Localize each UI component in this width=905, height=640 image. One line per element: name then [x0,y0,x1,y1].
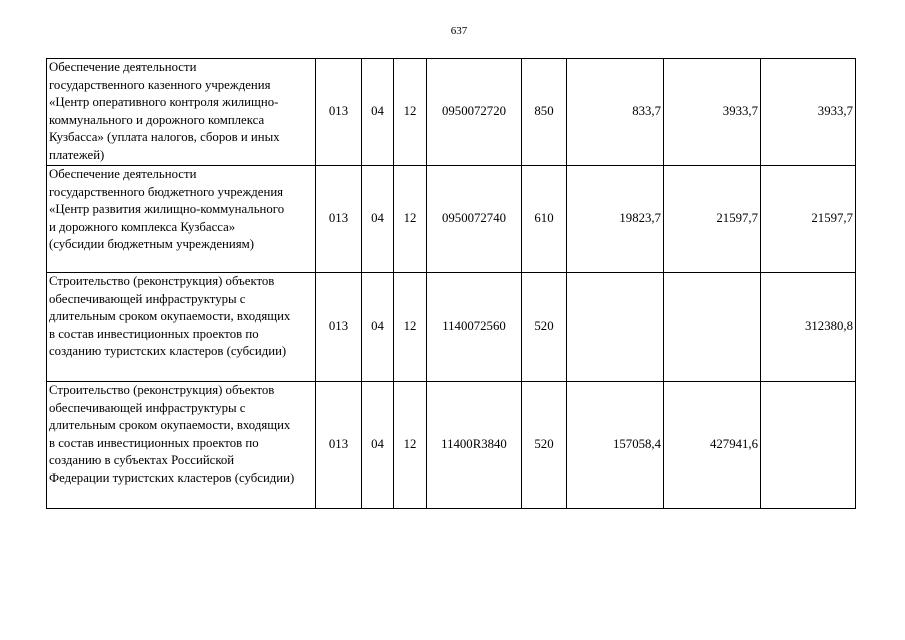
table-row [47,166,856,273]
target-item-cell: 0950072720 [427,59,522,166]
section-cell: 04 [362,59,394,166]
amount-cell: 19823,7 [567,166,664,273]
expense-name-cell [47,382,316,509]
expense-name-line: государственного казенного учреждения [49,77,271,92]
ministry-code-cell: 013 [316,382,362,509]
section-cell: 04 [362,382,394,509]
amount-cell [664,273,761,382]
expense-name-line: обеспечивающей инфраструктуры с [49,400,246,415]
expense-type-cell: 850 [522,59,567,166]
section-cell: 04 [362,273,394,382]
budget-table [46,58,856,509]
section-cell: 04 [362,166,394,273]
subsection-cell: 12 [394,382,427,509]
expense-name-line: «Центр оперативного контроля жилищно- [49,95,279,110]
amount-cell: 157058,4 [567,382,664,509]
expense-name-cell [47,59,316,166]
expense-name-line: созданию туристских кластеров (субсидии) [49,344,287,359]
expense-name-line: длительным сроком окупаемости, входящих [49,418,291,433]
expense-name-line: (субсидии бюджетным учреждениям) [49,237,254,252]
target-item-cell: 1140072560 [427,273,522,382]
expense-name-line: длительным сроком окупаемости, входящих [49,309,291,324]
expense-name-line: Строительство (реконструкция) объектов [49,274,275,288]
expense-name-line: платежей) [49,147,105,162]
expense-name-line: «Центр развития жилищно-коммунального [49,202,285,217]
subsection-cell: 12 [394,59,427,166]
expense-name-line: в состав инвестиционных проектов по [49,435,259,450]
amount-cell: 21597,7 [761,166,856,273]
expense-name-line: Федерации туристских кластеров (субсидии) [49,470,295,485]
expense-name-line: обеспечивающей инфраструктуры с [49,291,246,306]
target-item-cell: 0950072740 [427,166,522,273]
expense-name-line: государственного бюджетного учреждения [49,184,284,199]
expense-name-line: Обеспечение деятельности [49,167,197,181]
expense-name-cell [47,166,316,273]
ministry-code-cell: 013 [316,166,362,273]
target-item-cell: 11400R3840 [427,382,522,509]
expense-name-line: Обеспечение деятельности [49,60,197,74]
table-row [47,382,856,509]
amount-cell: 312380,8 [761,273,856,382]
ministry-code-cell: 013 [316,273,362,382]
amount-cell: 833,7 [567,59,664,166]
expense-name-line: коммунального и дорожного комплекса [49,112,265,127]
amount-cell [567,273,664,382]
amount-cell: 3933,7 [761,59,856,166]
expense-type-cell: 610 [522,166,567,273]
expense-name-line: и дорожного комплекса Кузбасса» [49,219,236,234]
expense-name-line: созданию в субъектах Российской [49,453,235,468]
subsection-cell: 12 [394,166,427,273]
expense-type-cell: 520 [522,382,567,509]
amount-cell: 3933,7 [664,59,761,166]
amount-cell: 21597,7 [664,166,761,273]
page-number: 637 [450,25,468,37]
table-row [47,59,856,166]
expense-name-line: Строительство (реконструкция) объектов [49,383,275,397]
amount-cell: 427941,6 [664,382,761,509]
subsection-cell: 12 [394,273,427,382]
table-row [47,273,856,382]
ministry-code-cell: 013 [316,59,362,166]
expense-name-line: Кузбасса» (уплата налогов, сборов и иных [49,130,280,145]
expense-type-cell: 520 [522,273,567,382]
expense-name-cell [47,273,316,382]
expense-name-line: в состав инвестиционных проектов по [49,326,259,341]
amount-cell [761,382,856,509]
